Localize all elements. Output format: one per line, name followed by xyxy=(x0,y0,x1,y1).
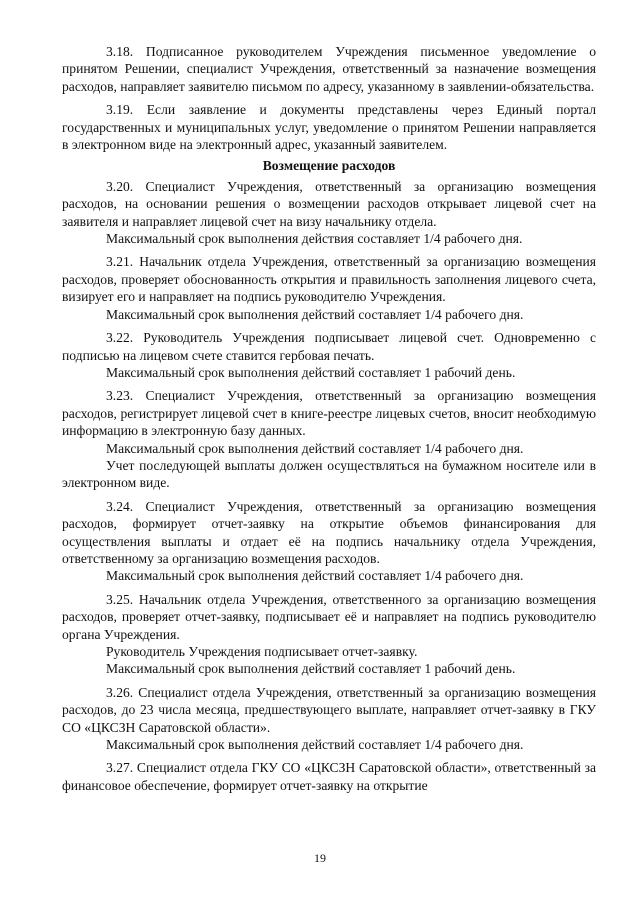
paragraph-note: Учет последующей выплаты должен осуществляться на бумажном носителе или в электронном виде. xyxy=(62,457,596,491)
paragraph-note: Максимальный срок выполнения действий составляет 1/4 рабочего дня. xyxy=(106,440,524,456)
paragraph-note: Максимальный срок выполнения действий составляет 1/4 рабочего дня. xyxy=(106,737,524,753)
paragraph-note: Максимальный срок выполнения действий составляет 1 рабочий день. xyxy=(106,661,516,677)
paragraph-note: Максимальный срок выполнения действий составляет 1/4 рабочего дня. xyxy=(106,306,524,322)
paragraph-note: Максимальный срок выполнения действий составляет 1 рабочий день. xyxy=(106,364,516,380)
paragraph-note: Максимальный срок выполнения действия составляет 1/4 рабочего дня. xyxy=(106,231,523,247)
paragraph-note: Руководитель Учреждения подписывает отчет-заявку. xyxy=(106,644,418,659)
paragraph-3-24: 3.24. Специалист Учреждения, ответственный за организацию возмещения расходов, формирует отчет-заявку на открытие объемов финансирования для осуществления выплаты и отдает её на подпись начальнику отдела Учреждения, ответственному за организацию возмещения расходов. xyxy=(62,498,596,566)
paragraph-note: Максимальный срок выполнения действий составляет 1/4 рабочего дня. xyxy=(106,568,524,584)
paragraph-3-26: 3.26. Специалист отдела Учреждения, ответственный за организацию возмещения расходов, до 23 числа месяца, предшествующего выплате, направляет отчет-заявку в ГКУ СО «ЦКСЗН Саратовской области». xyxy=(62,684,596,735)
paragraph-3-22: 3.22. Руководитель Учреждения подписывает лицевой счет. Одновременно с подписью на лицевом счете ставится гербовая печать. xyxy=(62,330,596,363)
section-heading: Возмещение расходов xyxy=(262,158,396,174)
paragraph-3-20: 3.20. Специалист Учреждения, ответственный за организацию возмещения расходов, на основании решения о возмещении расходов открывает лицевой счет на заявителя и направляет лицевой счет на визу начальнику отдела. xyxy=(62,178,596,229)
paragraph-3-19: 3.19. Если заявление и документы представлены через Единый портал государственных и муниципальных услуг, уведомление о принятом Решении направляется в электронном виде на электронный адрес, указанный заявителем. xyxy=(62,102,596,153)
paragraph-3-21: 3.21. Начальник отдела Учреждения, ответственный за организацию возмещения расходов, проверяет обоснованность открытия и правильность заполнения лицевого счета, визирует его и направляет на подпись руководителю Учреждения. xyxy=(62,254,596,305)
paragraph-3-23: 3.23. Специалист Учреждения, ответственный за организацию возмещения расходов, регистрирует лицевой счет в книге-реестре лицевых счетов, вносит необходимую информацию в электронную базу данных. xyxy=(62,388,596,439)
paragraph-3-27: 3.27. Специалист отдела ГКУ СО «ЦКСЗН Саратовской области», ответственный за финансовое обеспечение, формирует отчет-заявку на открытие xyxy=(62,760,596,793)
page-number: 19 xyxy=(314,851,326,865)
paragraph-3-25: 3.25. Начальник отдела Учреждения, ответственного за организацию возмещения расходов, проверяет отчет-заявку, подписывает её и направляет на подпись руководителю органа Учреждения. xyxy=(62,591,596,642)
paragraph-3-18: 3.18. Подписанное руководителем Учреждения письменное уведомление о принятом Решении, специалист Учреждения, ответственный за назначение возмещения расходов, направляет заявителю письмом по адресу, указанному в заявлении-обязательства. xyxy=(62,44,596,94)
document-body xyxy=(62,43,596,794)
